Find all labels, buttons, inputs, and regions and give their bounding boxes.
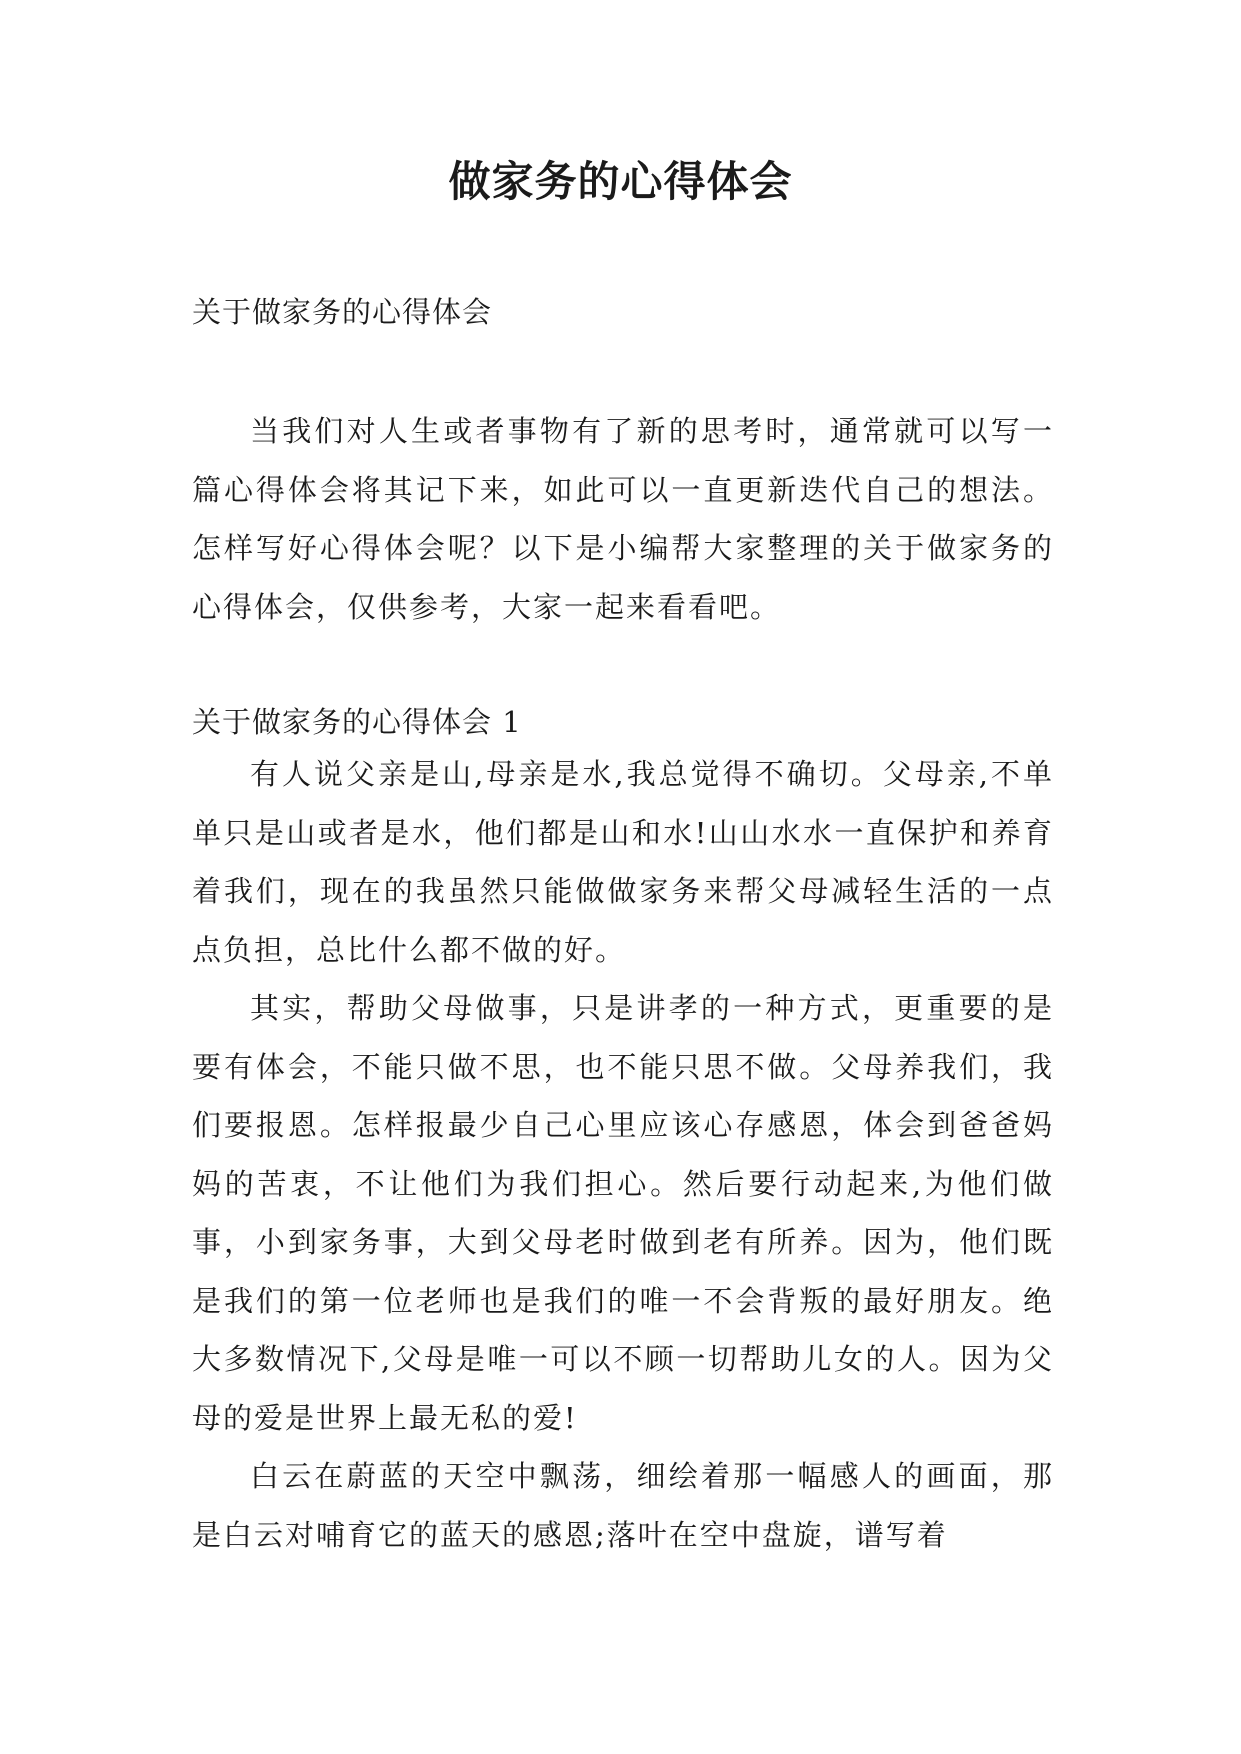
section-heading: 关于做家务的心得体会 1 bbox=[192, 705, 522, 739]
body-paragraph-1: 有人说父亲是山,母亲是水,我总觉得不确切。父母亲,不单单只是山或者是水，他们都是山和水!山山水水一直保护和养育着我们，现在的我虽然只能做做家务来帮父母减轻生活的一点点负担，总比什么都不做的好。 bbox=[192, 757, 1054, 967]
intro-paragraph: 当我们对人生或者事物有了新的思考时，通常就可以写一篇心得体会将其记下来，如此可以一直更新迭代自己的想法。怎样写好心得体会呢？以下是小编帮大家整理的关于做家务的心得体会，仅供参考，大家一起来看看吧。 bbox=[192, 414, 1054, 624]
document-title: 做家务的心得体会 bbox=[448, 157, 793, 206]
body-paragraph-2: 其实，帮助父母做事，只是讲孝的一种方式，更重要的是要有体会，不能只做不思，也不能只思不做。父母养我们，我们要报恩。怎样报最少自己心里应该心存感恩，体会到爸爸妈妈的苦衷，不让他们为我们担心。然后要行动起来,为他们做事，小到家务事，大到父母老时做到老有所养。因为，他们既是我们的第一位老师也是我们的唯一不会背叛的最好朋友。绝大多数情况下,父母是唯一可以不顾一切帮助儿女的人。因为父母的爱是世界上最无私的爱! bbox=[192, 991, 1054, 1435]
intro-block bbox=[192, 402, 1054, 636]
document-subtitle: 关于做家务的心得体会 bbox=[192, 295, 493, 329]
body-paragraph-3: 白云在蔚蓝的天空中飘荡，细绘着那一幅感人的画面，那是白云对哺育它的蓝天的感恩;落叶在空中盘旋，谱写着 bbox=[192, 1459, 1054, 1552]
section-body bbox=[192, 745, 1054, 1564]
